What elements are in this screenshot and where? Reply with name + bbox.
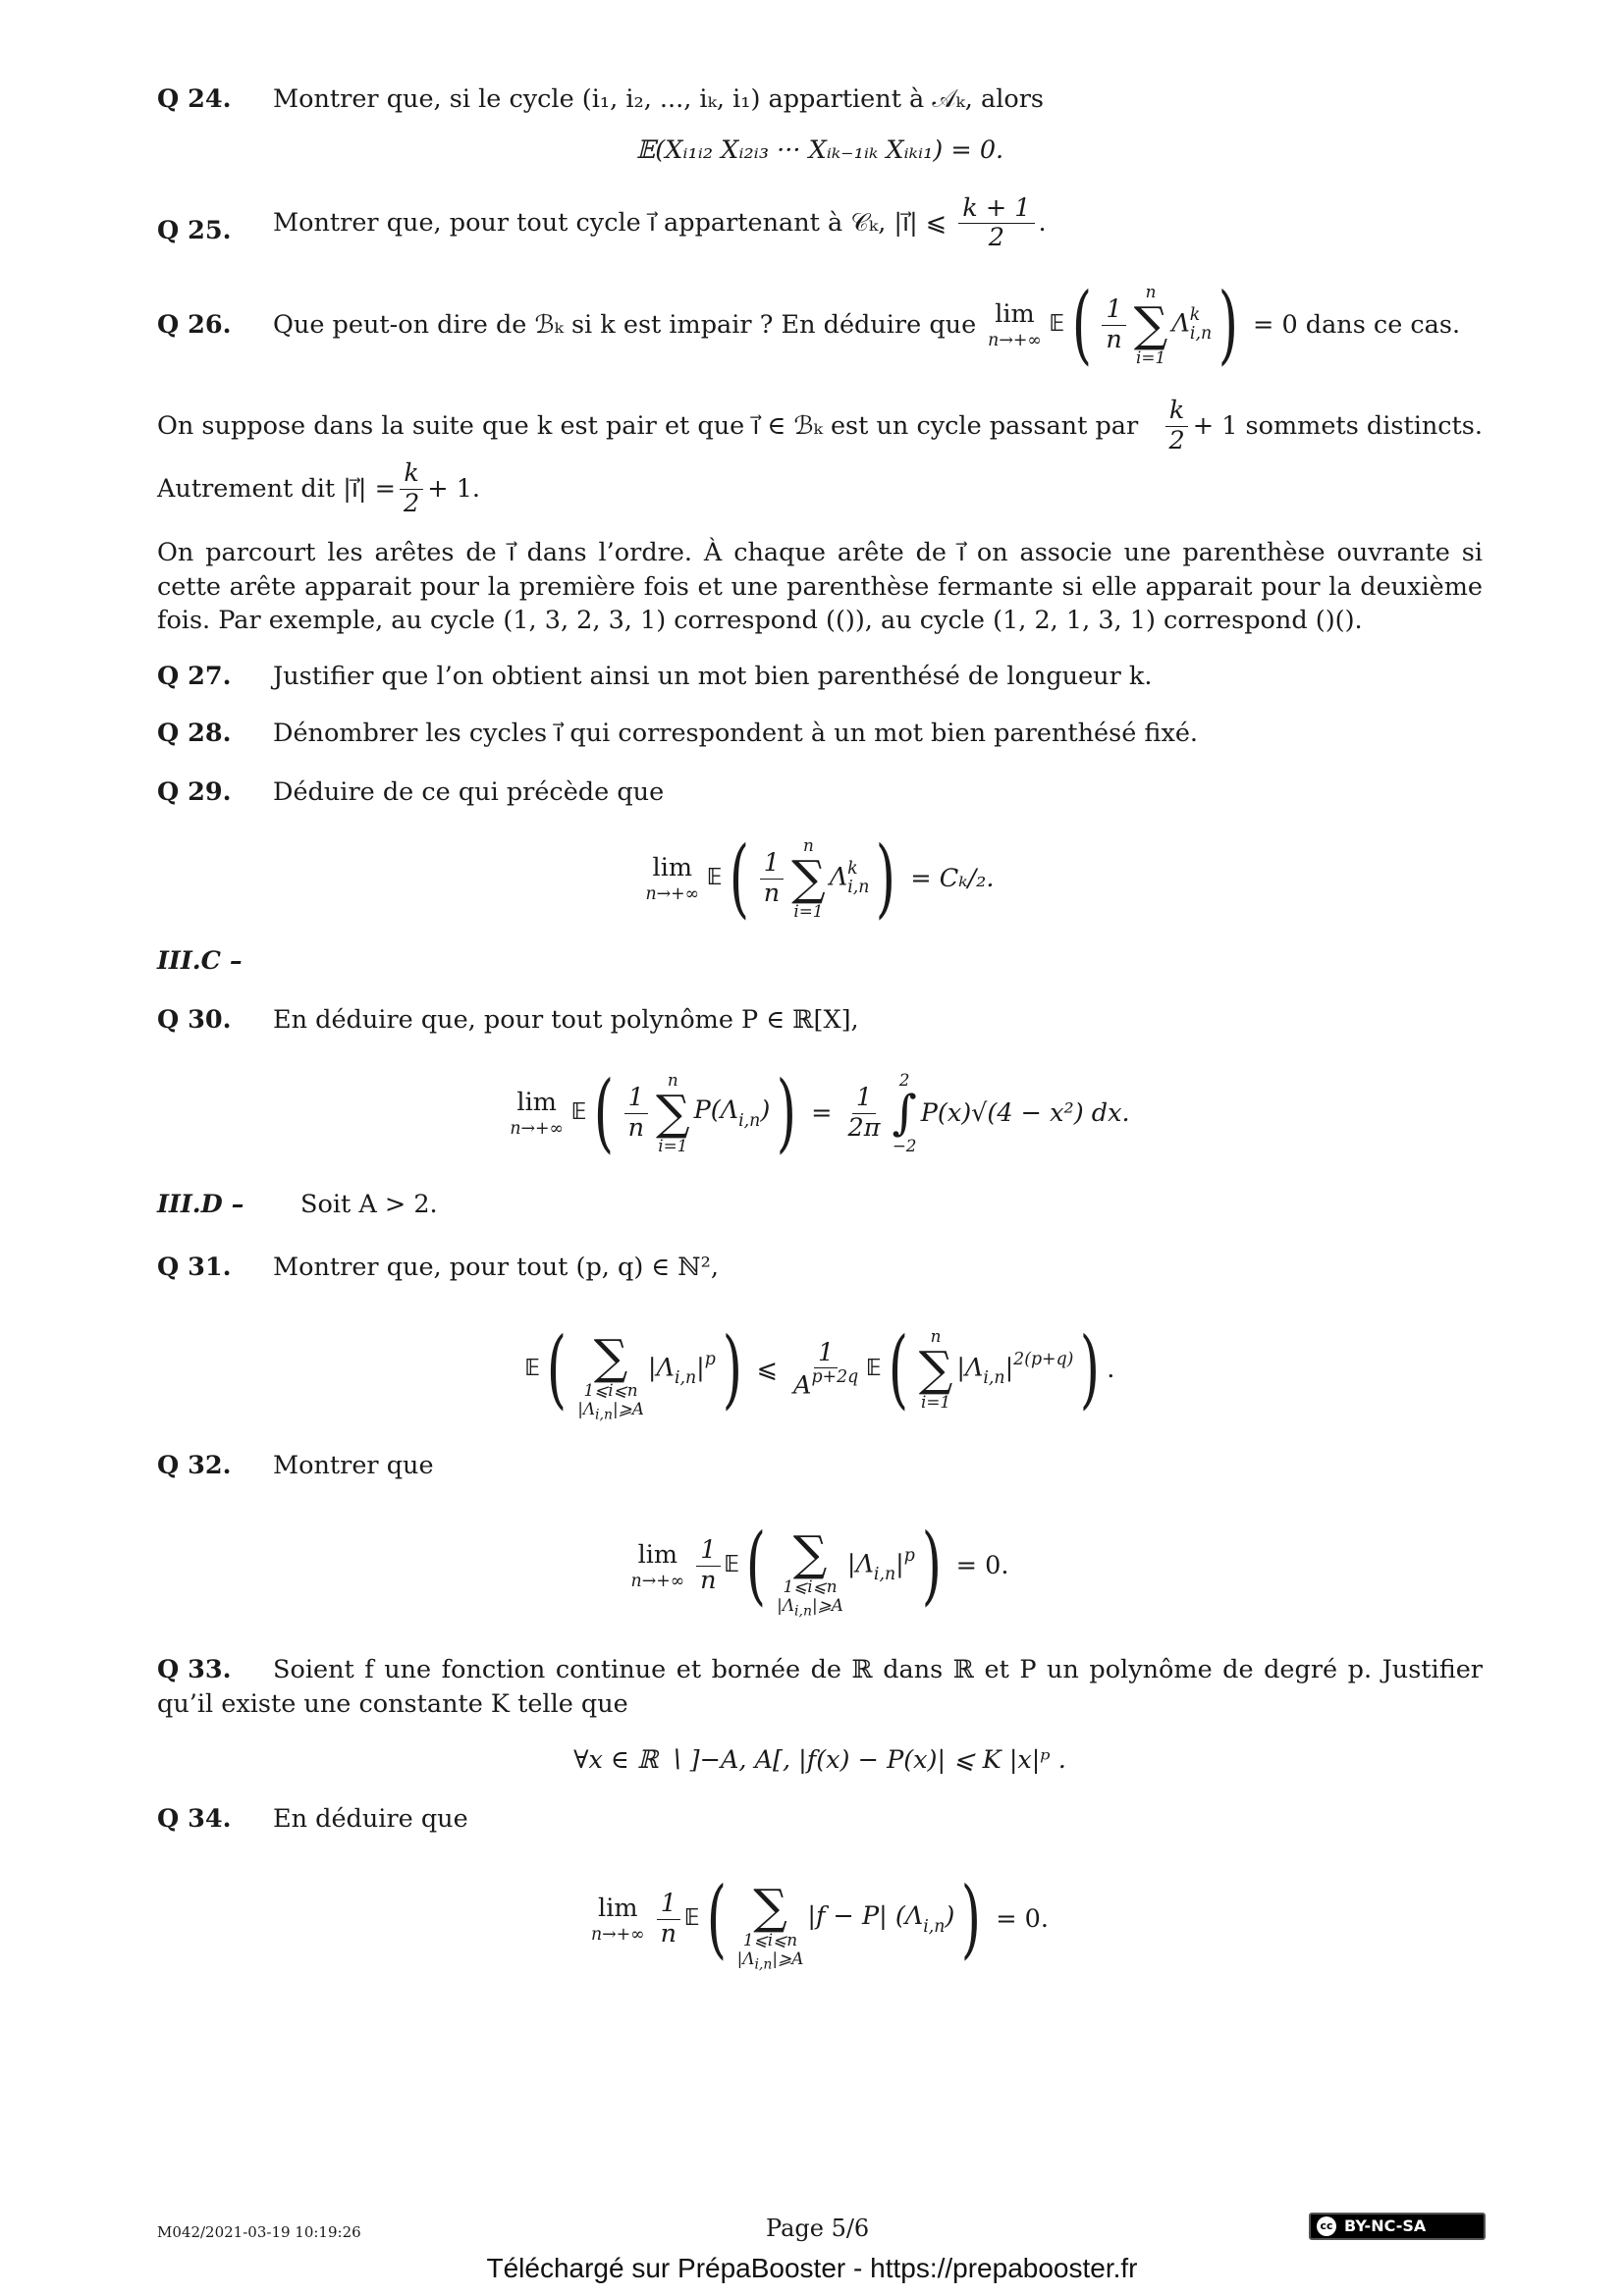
q31-formula: 𝔼 ( ∑ 1⩽i⩽n $|\Lambda_{i,n}|⩾A$ $|\Lambda_{i,n}|^p$ ) ⩽ $\frac{1}{A^{p+2q}}$ 𝔼 ( n ∑ i=1 $|\Lambda_{i,n}|^{2(p+q)}$ ) . (524, 1319, 1115, 1423)
q25-label: Q 25. (157, 216, 232, 245)
q34-label: Q 34. (157, 1804, 232, 1834)
q25-fraction (958, 194, 1034, 253)
q31-label: Q 31. (157, 1253, 232, 1282)
q26-line: Que peut-on dire de ℬₖ si k est impair ? En déduire que lim n→+∞ 𝔼 ( $\frac{1}{n}$ n ∑ i=1 $\Lambda^k_{i,n}$ ) = 0 dans ce cas. (273, 275, 1461, 374)
q26-tail: = 0 dans ce cas. (1252, 309, 1461, 340)
q26-sum: n ∑ i=1 (1133, 282, 1168, 368)
q26-text: Que peut-on dire de ℬₖ si k est impair ? En déduire que (273, 309, 977, 340)
para1-tail: + 1 sommets distincts. (1192, 410, 1483, 441)
cc-license-badge[interactable] (1309, 2213, 1486, 2240)
section-iii-c: III.C – (157, 946, 243, 976)
section-iii-d: III.D – (157, 1190, 244, 1219)
q27-text: Justifier que l’on obtient ainsi un mot bien parenthésé de longueur k. (273, 662, 1153, 691)
q25-frac-den: 2 (988, 223, 1005, 253)
page-number: Page 5/6 (766, 2215, 870, 2242)
q34-text: En déduire que (273, 1804, 468, 1834)
q24-label: Q 24. (157, 84, 232, 114)
license-label: BY-NC-SA (1344, 2216, 1427, 2236)
q25-text: Montrer que, pour tout cycle ı⃗ appartenant à 𝒞ₖ, |ı⃗| ⩽ (273, 207, 947, 238)
q30-label: Q 30. (157, 1005, 232, 1035)
q26-frac: $\frac{1}{n}$ (1102, 295, 1125, 354)
q30-rhs: P(x)√(4 − x²) dx. (920, 1097, 1130, 1128)
q28-label: Q 28. (157, 719, 232, 748)
section-iii-d-text: Soit A > 2. (300, 1190, 438, 1219)
q25-frac-num: k + 1 (958, 194, 1034, 224)
para1-line2-text: Autrement dit |ı⃗| = (157, 473, 396, 504)
para1-line2: Autrement dit |ı⃗| = $\frac{k}{2}$ + 1. (157, 458, 481, 518)
q33-formula: ∀x ∈ ℝ ∖ ]−A, A[, |f(x) − P(x)| ⩽ K |x|ᵖ . (573, 1745, 1066, 1775)
q32-label: Q 32. (157, 1451, 232, 1480)
q25-line: Montrer que, pour tout cycle ı⃗ appartenant à 𝒞ₖ, |ı⃗| ⩽ $\frac{k + 1}{2}$ . (273, 193, 1047, 253)
para1-line1: On suppose dans la suite que k est pair et que ı⃗ ∈ ℬₖ est un cycle passant par $\frac{k}{2}$ + 1 sommets distincts. (157, 396, 1483, 455)
q28-text: Dénombrer les cycles ı⃗ qui correspondent à un mot bien parenthésé fixé. (273, 719, 1199, 748)
q33-text: Soient f une fonction continue et bornée de ℝ dans ℝ et P un polynôme de degré p. Justifier qu’il existe une constante K telle que (157, 1655, 1483, 1719)
download-line[interactable]: Téléchargé sur PrépaBooster - https://prepabooster.fr (486, 2253, 1138, 2283)
q24-text: Montrer que, si le cycle (i₁, i₂, ..., iₖ, i₁) appartient à 𝒜ₖ, alors (273, 84, 1044, 114)
q31-text: Montrer que, pour tout (p, q) ∈ ℕ², (273, 1253, 720, 1282)
q30-formula: lim n→+∞ 𝔼 ( $\frac{1}{n}$ n ∑ i=1 $P(\Lambda_{i,n})$ ) = $\frac{1}{2\pi}$ 2 ∫ −2 P(x)√(4 − x²) dx. (510, 1063, 1130, 1162)
q27-label: Q 27. (157, 662, 232, 691)
q29-formula: lim n→+∞ 𝔼 ( $\frac{1}{n}$ n ∑ i=1 $\Lambda^k_{i,n}$ ) = Cₖ/₂. (645, 828, 995, 928)
q26-label: Q 26. (157, 310, 232, 340)
para1-text: On suppose dans la suite que k est pair et que ı⃗ ∈ ℬₖ est un cycle passant par (157, 410, 1139, 441)
q26-limit: lim n→+∞ (988, 298, 1042, 350)
q29-label: Q 29. (157, 777, 232, 807)
q29-text: Déduire de ce qui précède que (273, 777, 665, 807)
q29-rhs: = Cₖ/₂. (910, 863, 995, 893)
cc-icon: cc (1317, 2216, 1336, 2236)
footer-code: M042/2021-03-19 10:19:26 (157, 2223, 361, 2241)
q32-formula: lim n→+∞ $\frac{1}{n}$ 𝔼 ( ∑ 1⩽i⩽n $|\Lambda_{i,n}|⩾A$ $|\Lambda_{i,n}|^p$ ) = 0. (630, 1516, 1009, 1620)
q34-formula: lim n→+∞ $\frac{1}{n}$ 𝔼 ( ∑ 1⩽i⩽n $|\Lambda_{i,n}|⩾A$ |f − P| $(\Lambda_{i,n})$ ) = 0. (590, 1869, 1049, 1973)
para2: On parcourt les arêtes de ı⃗ dans l’ordre. À chaque arête de ı⃗ on associe une parenthèse ouvrante si cette arête apparait pour la première fois et une parenthèse fermante si elle apparait pour la deuxième fois. Par exemple, au cycle (1, 3, 2, 3, 1) correspond (()), au cycle (1, 2, 1, 3, 1) correspond ()(). (157, 538, 1483, 636)
q32-text: Montrer que (273, 1451, 434, 1480)
q24-formula: 𝔼(Xᵢ₁ᵢ₂ Xᵢ₂ᵢ₃ ··· Xᵢₖ₋₁ᵢₖ Xᵢₖᵢ₁) = 0. (635, 135, 1004, 165)
q33-label: Q 33. (157, 1655, 232, 1684)
q30-text: En déduire que, pour tout polynôme P ∈ ℝ[X], (273, 1005, 859, 1035)
